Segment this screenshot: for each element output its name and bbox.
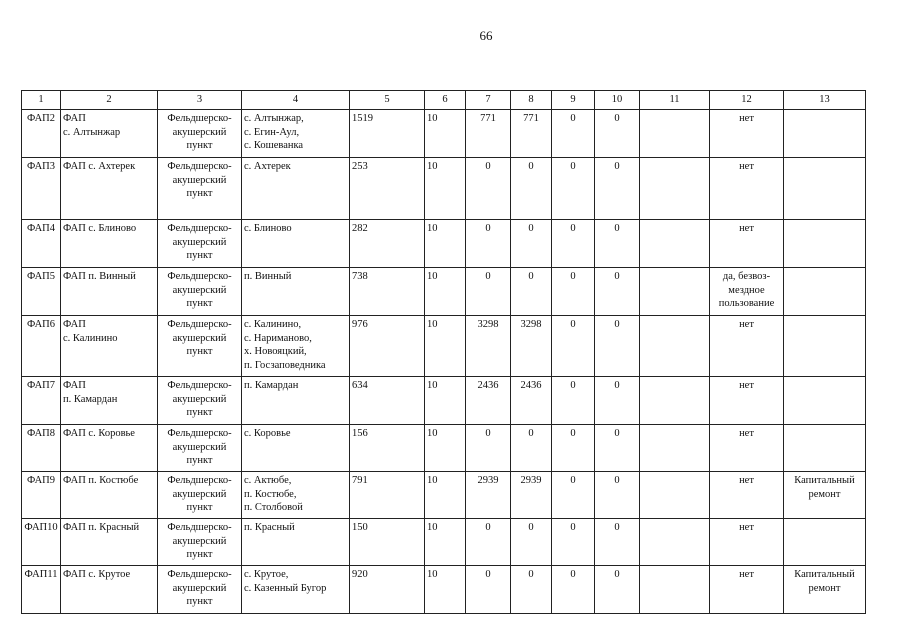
value-col-12: нет (710, 220, 784, 268)
column-header: 3 (158, 91, 242, 110)
column-header: 7 (466, 91, 511, 110)
value-col-12: нет (710, 316, 784, 377)
value-col-12: нет (710, 377, 784, 425)
column-header: 4 (242, 91, 350, 110)
table-row (22, 268, 866, 316)
row-id: ФАП4 (22, 220, 61, 268)
value-col-8: 0 (511, 220, 552, 268)
column-header: 5 (350, 91, 425, 110)
value-col-13: Капитальный ремонт (784, 472, 866, 519)
page-number: 66 (479, 28, 493, 43)
row-id: ФАП6 (22, 316, 61, 377)
value-col-13 (784, 158, 866, 220)
value-col-12: да, безвоз- мездное пользование (710, 268, 784, 316)
value-col-9: 0 (552, 519, 595, 566)
value-col-9: 0 (552, 425, 595, 472)
value-col-11 (640, 316, 710, 377)
facility-type: Фельдшерско-акушерский пункт (158, 158, 242, 220)
value-col-5: 634 (350, 377, 425, 425)
value-col-10: 0 (595, 220, 640, 268)
value-col-7: 0 (466, 519, 511, 566)
value-col-11 (640, 377, 710, 425)
facility-name: ФАП п. Костюбе (61, 472, 158, 519)
value-col-9: 0 (552, 377, 595, 425)
value-col-5: 150 (350, 519, 425, 566)
facility-name: ФАП с. Коровье (61, 425, 158, 472)
table-row (22, 566, 866, 614)
value-col-7: 771 (466, 110, 511, 158)
value-col-10: 0 (595, 519, 640, 566)
value-col-10: 0 (595, 268, 640, 316)
value-col-10: 0 (595, 110, 640, 158)
served-settlements: с. Крутое, с. Казенный Бугор (242, 566, 350, 614)
column-header: 6 (425, 91, 466, 110)
facility-name: ФАП п. Винный (61, 268, 158, 316)
value-col-5: 920 (350, 566, 425, 614)
served-settlements: с. Коровье (242, 425, 350, 472)
table-row (22, 519, 866, 566)
table-row (22, 220, 866, 268)
table-body (22, 110, 866, 614)
facility-type: Фельдшерско-акушерский пункт (158, 268, 242, 316)
facility-name: ФАП п. Красный (61, 519, 158, 566)
facility-type: Фельдшерско-акушерский пункт (158, 316, 242, 377)
value-col-5: 156 (350, 425, 425, 472)
value-col-13 (784, 268, 866, 316)
value-col-13 (784, 519, 866, 566)
facility-type: Фельдшерско-акушерский пункт (158, 220, 242, 268)
value-col-8: 0 (511, 566, 552, 614)
row-id: ФАП11 (22, 566, 61, 614)
value-col-12: нет (710, 519, 784, 566)
column-header: 1 (22, 91, 61, 110)
facility-type: Фельдшерско-акушерский пункт (158, 519, 242, 566)
value-col-9: 0 (552, 158, 595, 220)
facility-name: ФАП с. Крутое (61, 566, 158, 614)
value-col-6: 10 (425, 566, 466, 614)
row-id: ФАП2 (22, 110, 61, 158)
value-col-11 (640, 158, 710, 220)
value-col-11 (640, 425, 710, 472)
served-settlements: с. Блиново (242, 220, 350, 268)
value-col-11 (640, 110, 710, 158)
value-col-12: нет (710, 425, 784, 472)
value-col-13 (784, 425, 866, 472)
table-row (22, 377, 866, 425)
value-col-8: 0 (511, 158, 552, 220)
value-col-8: 3298 (511, 316, 552, 377)
value-col-10: 0 (595, 472, 640, 519)
value-col-5: 738 (350, 268, 425, 316)
value-col-9: 0 (552, 472, 595, 519)
value-col-8: 2939 (511, 472, 552, 519)
column-header: 12 (710, 91, 784, 110)
column-header: 10 (595, 91, 640, 110)
value-col-11 (640, 220, 710, 268)
value-col-9: 0 (552, 316, 595, 377)
value-col-8: 0 (511, 425, 552, 472)
value-col-6: 10 (425, 268, 466, 316)
value-col-7: 0 (466, 220, 511, 268)
value-col-13 (784, 377, 866, 425)
value-col-7: 0 (466, 425, 511, 472)
row-id: ФАП9 (22, 472, 61, 519)
facility-type: Фельдшерско-акушерский пункт (158, 377, 242, 425)
value-col-12: нет (710, 472, 784, 519)
facility-type: Фельдшерско-акушерский пункт (158, 425, 242, 472)
value-col-13: Капитальный ремонт (784, 566, 866, 614)
value-col-7: 0 (466, 566, 511, 614)
facility-name: ФАП с. Ахтерек (61, 158, 158, 220)
served-settlements: п. Винный (242, 268, 350, 316)
value-col-5: 1519 (350, 110, 425, 158)
column-header: 9 (552, 91, 595, 110)
value-col-5: 282 (350, 220, 425, 268)
value-col-7: 2436 (466, 377, 511, 425)
header-row (22, 91, 866, 110)
value-col-8: 0 (511, 519, 552, 566)
value-col-9: 0 (552, 220, 595, 268)
value-col-13 (784, 316, 866, 377)
value-col-10: 0 (595, 425, 640, 472)
value-col-9: 0 (552, 110, 595, 158)
value-col-6: 10 (425, 425, 466, 472)
table-row (22, 472, 866, 519)
value-col-13 (784, 110, 866, 158)
value-col-7: 0 (466, 158, 511, 220)
value-col-9: 0 (552, 566, 595, 614)
value-col-6: 10 (425, 472, 466, 519)
value-col-12: нет (710, 110, 784, 158)
table-row (22, 110, 866, 158)
served-settlements: п. Камардан (242, 377, 350, 425)
value-col-7: 0 (466, 268, 511, 316)
facility-name: ФАП с. Алтынжар (61, 110, 158, 158)
value-col-5: 253 (350, 158, 425, 220)
value-col-10: 0 (595, 566, 640, 614)
table-row (22, 158, 866, 220)
value-col-10: 0 (595, 316, 640, 377)
facilities-table (21, 90, 866, 614)
value-col-6: 10 (425, 316, 466, 377)
value-col-6: 10 (425, 519, 466, 566)
value-col-8: 2436 (511, 377, 552, 425)
row-id: ФАП10 (22, 519, 61, 566)
value-col-7: 3298 (466, 316, 511, 377)
table-row (22, 316, 866, 377)
facility-type: Фельдшерско-акушерский пункт (158, 566, 242, 614)
value-col-6: 10 (425, 220, 466, 268)
value-col-8: 771 (511, 110, 552, 158)
facility-type: Фельдшерско-акушерский пункт (158, 110, 242, 158)
value-col-8: 0 (511, 268, 552, 316)
column-header: 8 (511, 91, 552, 110)
row-id: ФАП5 (22, 268, 61, 316)
value-col-9: 0 (552, 268, 595, 316)
served-settlements: с. Актюбе, п. Костюбе, п. Столбовой (242, 472, 350, 519)
value-col-7: 2939 (466, 472, 511, 519)
value-col-5: 976 (350, 316, 425, 377)
value-col-11 (640, 268, 710, 316)
served-settlements: с. Ахтерек (242, 158, 350, 220)
facility-name: ФАП с. Калинино (61, 316, 158, 377)
value-col-11 (640, 472, 710, 519)
facility-name: ФАП с. Блиново (61, 220, 158, 268)
value-col-6: 10 (425, 158, 466, 220)
served-settlements: с. Алтынжар, с. Егин-Аул, с. Кошеванка (242, 110, 350, 158)
column-header: 13 (784, 91, 866, 110)
column-header: 11 (640, 91, 710, 110)
value-col-6: 10 (425, 377, 466, 425)
value-col-12: нет (710, 158, 784, 220)
facility-name: ФАП п. Камардан (61, 377, 158, 425)
table-row (22, 425, 866, 472)
row-id: ФАП7 (22, 377, 61, 425)
column-header: 2 (61, 91, 158, 110)
value-col-12: нет (710, 566, 784, 614)
value-col-6: 10 (425, 110, 466, 158)
value-col-5: 791 (350, 472, 425, 519)
value-col-13 (784, 220, 866, 268)
value-col-10: 0 (595, 158, 640, 220)
served-settlements: с. Калинино, с. Нариманово, х. Новояцкий, п. Госзаповедника (242, 316, 350, 377)
value-col-10: 0 (595, 377, 640, 425)
facility-type: Фельдшерско-акушерский пункт (158, 472, 242, 519)
value-col-11 (640, 519, 710, 566)
row-id: ФАП8 (22, 425, 61, 472)
served-settlements: п. Красный (242, 519, 350, 566)
value-col-11 (640, 566, 710, 614)
row-id: ФАП3 (22, 158, 61, 220)
